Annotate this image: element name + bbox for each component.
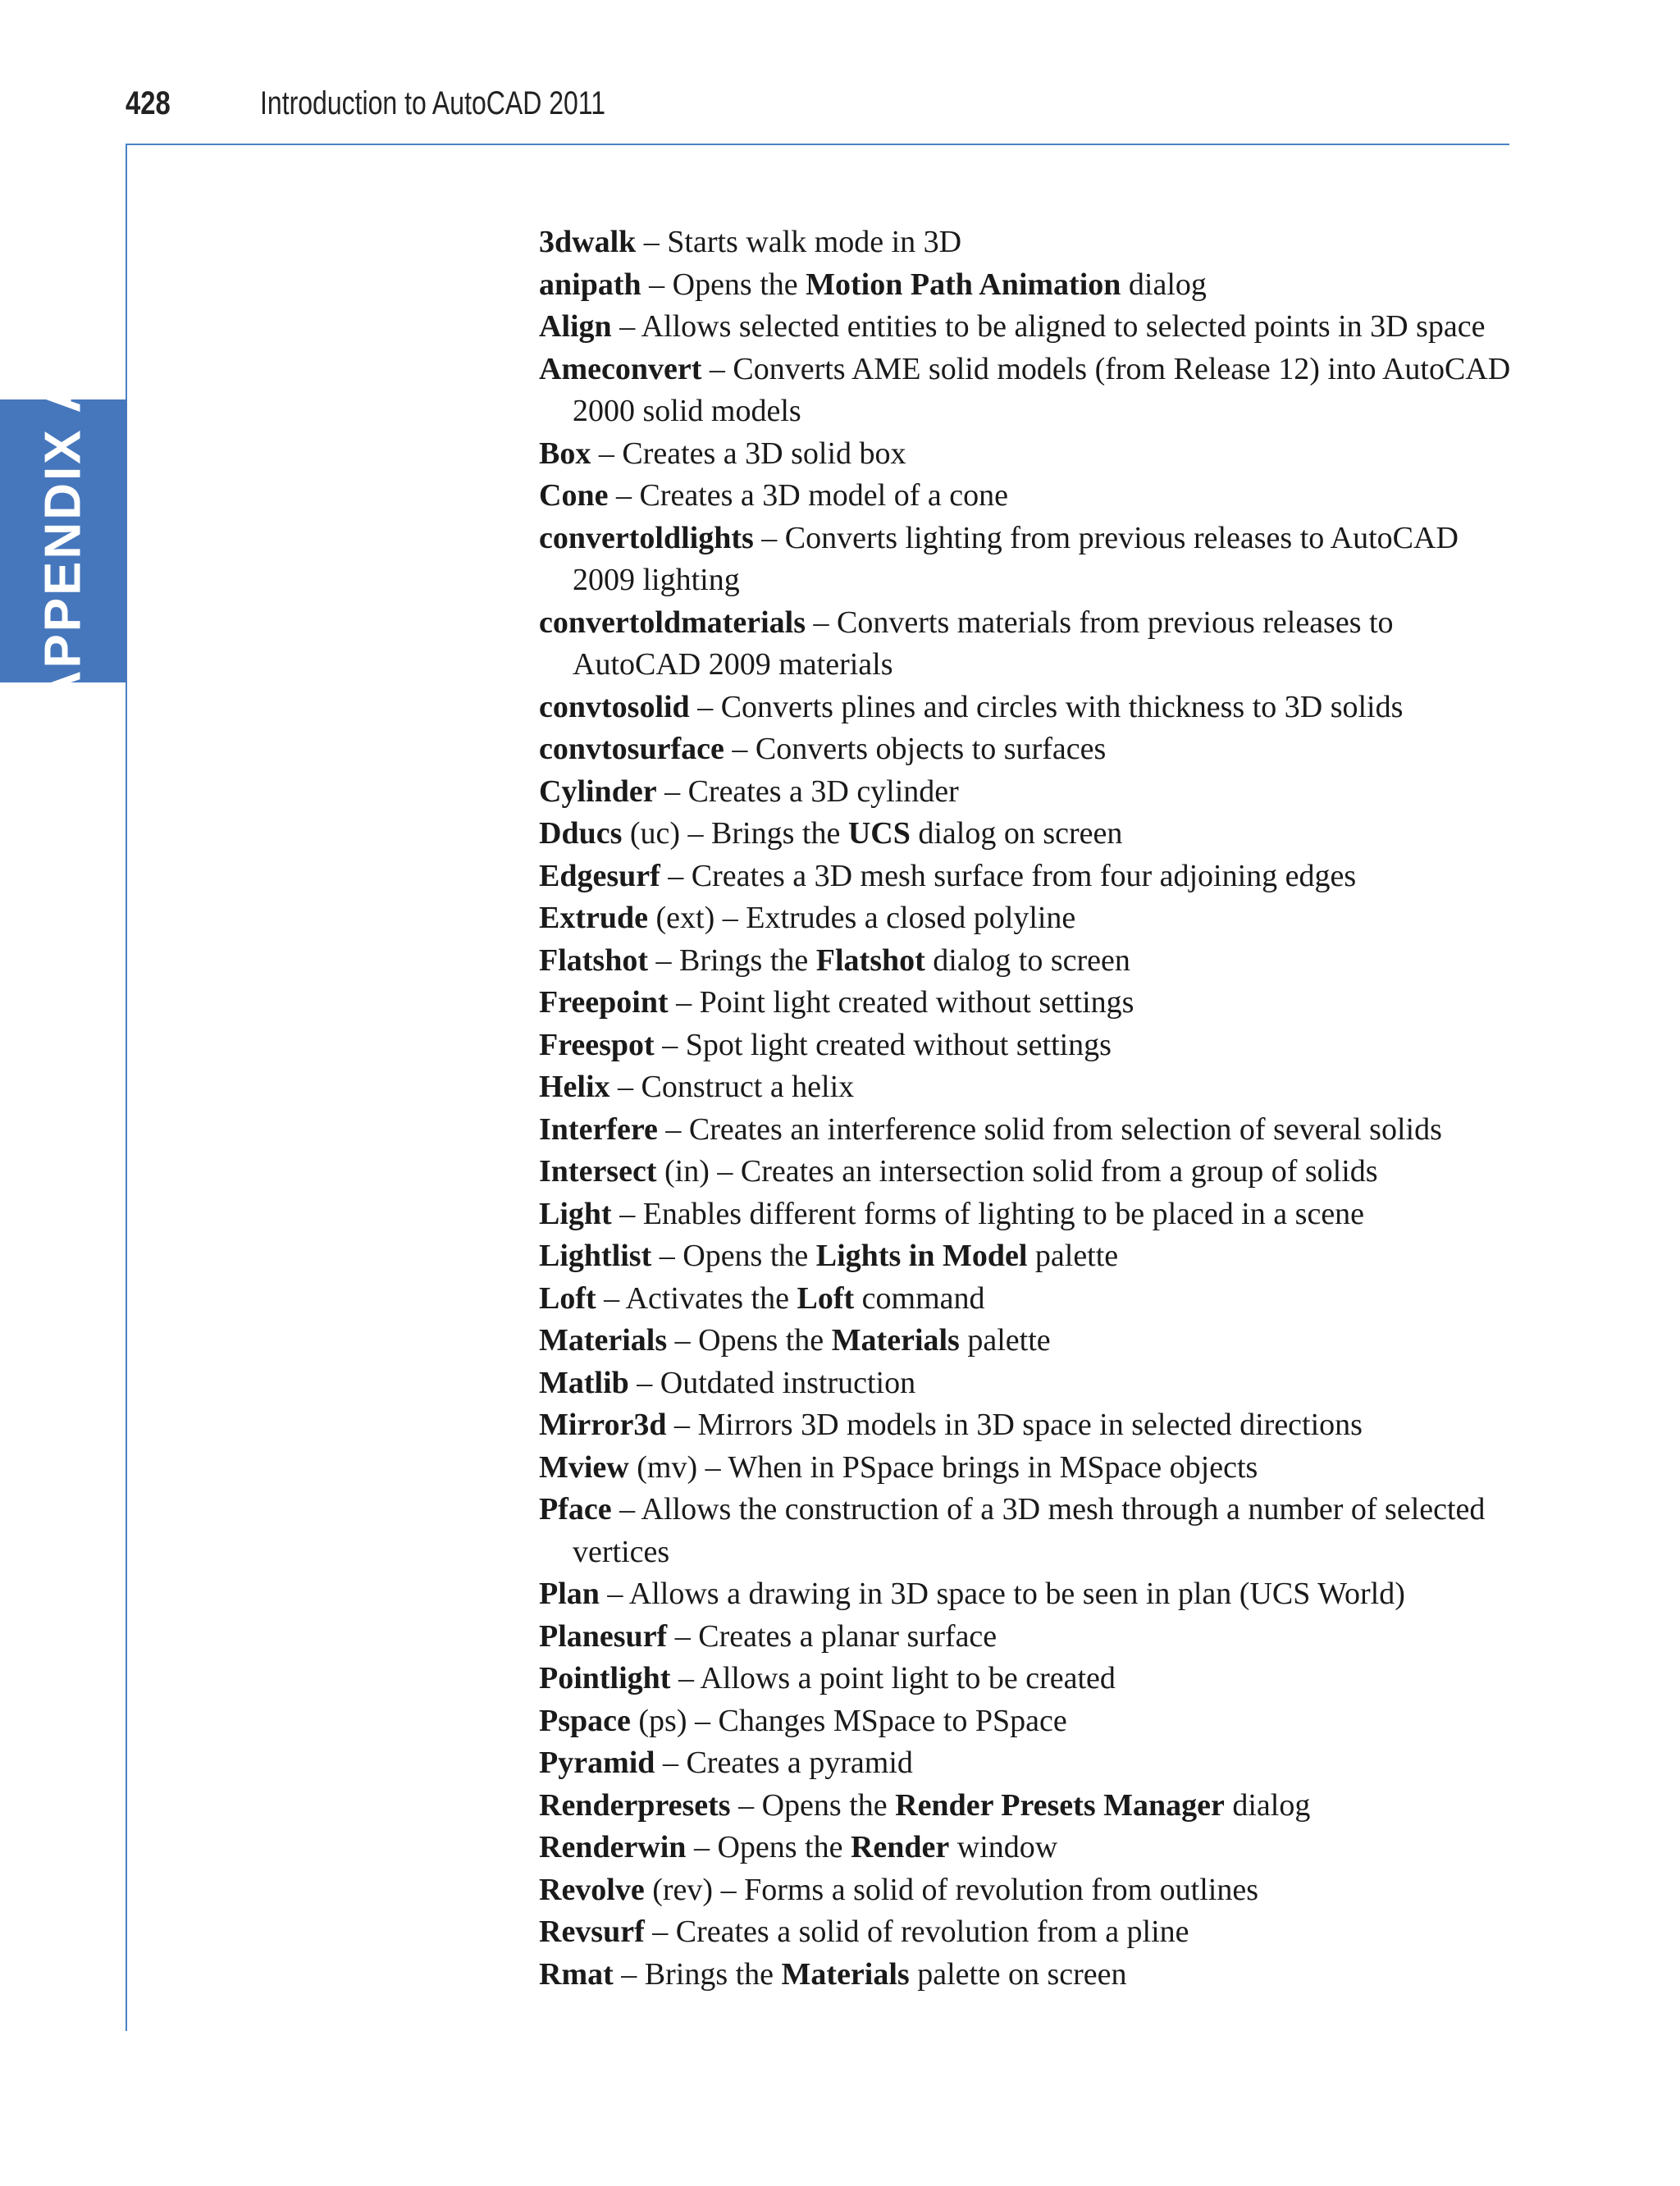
command-description: – Converts plines and circles with thickness to 3D solids [689, 689, 1404, 724]
command-description: – Opens the [667, 1323, 832, 1358]
command-term: Loft [539, 1280, 596, 1316]
command-description: – Spot light created without settings [654, 1027, 1112, 1062]
command-entry [539, 940, 1523, 983]
command-entry [539, 475, 1523, 518]
command-description: (mv) – When in PSpace brings in MSpace objects [628, 1449, 1258, 1485]
command-entry [539, 1827, 1523, 1869]
command-entry [539, 1066, 1523, 1109]
command-term: Loft [797, 1280, 855, 1316]
command-term: Materials [831, 1323, 960, 1358]
command-term: Freepoint [539, 985, 669, 1020]
command-term: Interfere [539, 1111, 658, 1147]
command-entry [539, 1489, 1523, 1573]
command-description: – Enables different forms of lighting to be placed in a scene [611, 1196, 1365, 1231]
command-description: – Opens the [651, 1239, 816, 1273]
command-description: dialog to screen [924, 942, 1130, 978]
command-entry [539, 1109, 1523, 1152]
command-entry [539, 1278, 1523, 1321]
command-term: Cone [539, 478, 609, 513]
command-term: 3dwalk [539, 225, 637, 259]
command-entry [539, 728, 1523, 771]
command-description: – Mirrors 3D models in 3D space in selected directions [666, 1408, 1363, 1442]
command-term: Extrude [539, 901, 648, 935]
command-entry [539, 1785, 1523, 1828]
command-description: – Opens the [641, 267, 806, 302]
command-description: – Creates a 3D model of a cone [608, 478, 1008, 513]
running-header-title: Introduction to AutoCAD 2011 [260, 85, 606, 121]
command-term: Freespot [539, 1027, 655, 1062]
command-description: – Creates a 3D solid box [591, 436, 906, 471]
command-entry [539, 518, 1523, 602]
command-term: Lights in Model [815, 1239, 1028, 1273]
command-description: dialog on screen [910, 816, 1123, 851]
command-term: Plan [539, 1577, 600, 1611]
command-description: (ps) – Changes MSpace to PSpace [630, 1703, 1067, 1738]
command-entry [539, 1404, 1523, 1447]
command-description: – Allows a drawing in 3D space to be seen in plan (UCS World) [599, 1577, 1405, 1611]
command-entry [539, 1235, 1523, 1278]
command-description: – Brings the [613, 1956, 782, 1992]
command-description: – Creates a pyramid [655, 1746, 913, 1780]
command-term: Edgesurf [539, 858, 660, 893]
command-description: (uc) – Brings the [622, 816, 848, 851]
command-description: palette [959, 1323, 1051, 1358]
command-term: anipath [539, 267, 641, 302]
command-term: Pointlight [539, 1661, 671, 1695]
command-description: – Converts AME solid models (from Release 12) into AutoCAD 2000 solid models [573, 351, 1511, 428]
command-entry [539, 1320, 1523, 1362]
command-entry [539, 1362, 1523, 1405]
command-term: Helix [539, 1070, 610, 1104]
command-description: (rev) – Forms a solid of revolution from outlines [644, 1872, 1259, 1907]
command-term: Revsurf [539, 1914, 645, 1949]
command-term: Intersect [539, 1154, 657, 1189]
command-term: convertoldlights [539, 520, 754, 555]
command-entry [539, 349, 1523, 433]
command-description: – Activates the [596, 1280, 797, 1316]
command-entry [539, 1658, 1523, 1700]
page-number: 428 [126, 85, 171, 121]
command-entry [539, 982, 1523, 1025]
command-term: Light [539, 1196, 612, 1231]
command-term: Render [850, 1830, 950, 1864]
command-description: – Converts lighting from previous releases to AutoCAD 2009 lighting [573, 520, 1459, 597]
command-entry [539, 264, 1523, 307]
command-entry [539, 1151, 1523, 1193]
command-term: Cylinder [539, 774, 657, 809]
command-term: convtosurface [539, 732, 724, 766]
command-term: Revolve [539, 1872, 645, 1907]
command-term: Dducs [539, 816, 623, 851]
command-term: Planesurf [539, 1618, 668, 1654]
command-description: – Construct a helix [609, 1070, 855, 1104]
command-description: (ext) – Extrudes a closed polyline [648, 901, 1076, 935]
command-term: Flatshot [815, 942, 925, 978]
command-term: Motion Path Animation [806, 267, 1121, 302]
command-entry [539, 687, 1523, 729]
command-description: – Creates an interference solid from selection of several solids [657, 1111, 1442, 1147]
command-entry [539, 433, 1523, 476]
command-description: – Creates a solid of revolution from a pline [644, 1914, 1189, 1949]
command-entry [539, 1447, 1523, 1490]
command-description: (in) – Creates an intersection solid from a group of solids [656, 1154, 1378, 1189]
appendix-tab-label: APPENDIX A [34, 373, 92, 708]
command-term: Pface [539, 1492, 612, 1527]
command-term: Rmat [539, 1956, 614, 1992]
command-description: – Point light created without settings [668, 985, 1134, 1020]
command-term: convtosolid [539, 689, 690, 724]
command-description: – Creates a planar surface [667, 1618, 998, 1654]
command-term: Lightlist [539, 1239, 652, 1273]
command-entry [539, 221, 1523, 264]
appendix-side-tab [0, 373, 127, 708]
command-term: Matlib [539, 1365, 629, 1400]
command-description: dialog [1224, 1787, 1311, 1823]
command-term: Mirror3d [539, 1408, 667, 1442]
command-description: – Opens the [686, 1830, 851, 1864]
command-term: Materials [781, 1956, 910, 1992]
command-description: – Opens the [730, 1787, 896, 1823]
command-term: Renderpresets [539, 1787, 731, 1823]
command-term: Materials [539, 1323, 668, 1358]
command-term: Box [539, 436, 591, 471]
command-term: Ameconvert [539, 351, 702, 386]
command-entry [539, 1954, 1523, 1997]
command-description: command [854, 1280, 985, 1316]
command-description: – Allows selected entities to be aligned to selected points in 3D space [611, 309, 1486, 344]
command-description: palette [1027, 1239, 1119, 1273]
command-term: Mview [539, 1449, 629, 1485]
command-term: Render Presets Manager [895, 1787, 1225, 1823]
command-entry [539, 1573, 1523, 1616]
command-description: – Converts materials from previous releases to AutoCAD 2009 materials [573, 605, 1394, 682]
command-description: palette on screen [909, 1956, 1127, 1992]
command-description: – Creates a 3D cylinder [656, 774, 959, 809]
command-term: convertoldmaterials [539, 605, 806, 640]
command-entry [539, 1911, 1523, 1954]
command-entry [539, 813, 1523, 856]
command-entry [539, 1869, 1523, 1912]
command-entry [539, 771, 1523, 814]
header-rule [126, 144, 1509, 145]
command-term: Pyramid [539, 1746, 655, 1780]
command-description: – Allows a point light to be created [670, 1661, 1116, 1695]
command-term: Pspace [539, 1703, 631, 1738]
command-entry [539, 1700, 1523, 1743]
command-description: – Starts walk mode in 3D [636, 225, 962, 259]
command-entry [539, 1193, 1523, 1236]
command-entry [539, 1025, 1523, 1067]
command-entry [539, 1742, 1523, 1785]
command-description: – Allows the construction of a 3D mesh through a number of selected vertices [573, 1492, 1486, 1569]
command-term: Align [539, 309, 612, 344]
command-entry [539, 306, 1523, 349]
command-term: Flatshot [539, 942, 648, 978]
command-term: Renderwin [539, 1830, 687, 1864]
command-entry [539, 1616, 1523, 1659]
command-description: dialog [1121, 267, 1207, 302]
command-entry [539, 856, 1523, 898]
command-description: window [949, 1830, 1058, 1864]
command-list [539, 221, 1523, 1996]
command-description: – Creates a 3D mesh surface from four adjoining edges [660, 858, 1357, 893]
command-description: – Converts objects to surfaces [724, 732, 1107, 766]
command-term: UCS [847, 816, 911, 851]
command-entry [539, 897, 1523, 940]
command-description: – Brings the [648, 942, 816, 978]
command-entry [539, 602, 1523, 687]
command-description: – Outdated instruction [628, 1365, 916, 1400]
